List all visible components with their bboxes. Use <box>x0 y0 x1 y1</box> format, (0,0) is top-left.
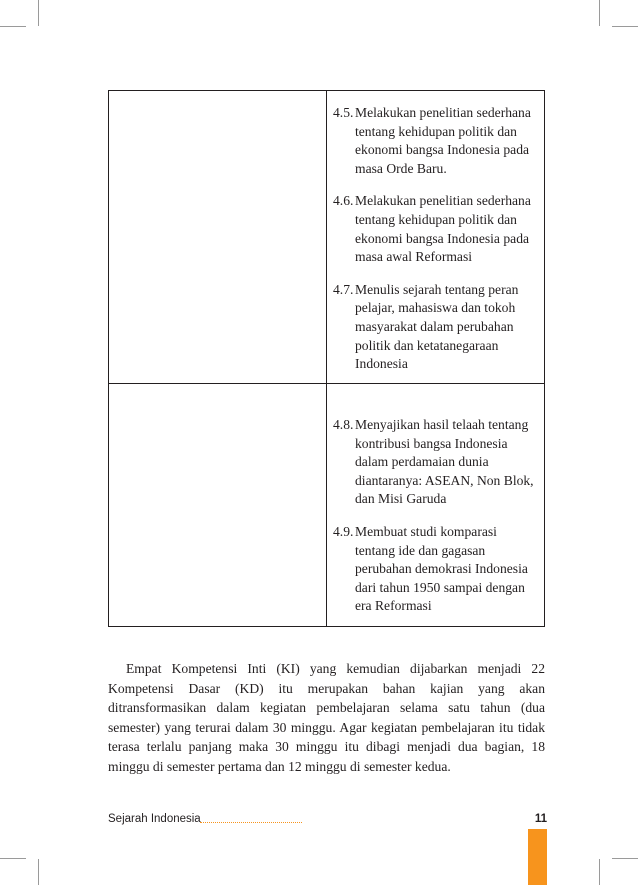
footer-dotted-line <box>200 822 302 823</box>
table-cell-kd <box>327 91 544 383</box>
crop-mark <box>612 26 638 27</box>
item-number: 4.6. <box>333 193 354 209</box>
crop-mark <box>599 859 600 885</box>
item-text: Menulis sejarah tentang peran pelajar, mahasiswa dan tokoh masyarakat dalam perubahan politik dan ketatanegaraan Indonesia <box>355 281 519 372</box>
item-number: 4.9. <box>333 523 354 539</box>
kd-table <box>108 90 545 627</box>
page-number: 11 <box>534 813 547 825</box>
crop-mark <box>0 858 26 859</box>
page-tab-marker <box>528 829 547 885</box>
table-row <box>109 91 544 384</box>
item-number: 4.8. <box>333 417 354 432</box>
list-item <box>333 523 544 616</box>
crop-mark <box>38 859 39 885</box>
list-item <box>333 192 544 266</box>
list-item <box>333 104 544 178</box>
item-text: Membuat studi komparasi tentang ide dan gagasan perubahan demokrasi Indonesia dari tahun 1950 sampai dengan era Reformasi <box>355 523 528 614</box>
table-cell-empty <box>109 91 327 383</box>
list-item <box>333 416 544 509</box>
item-text: Melakukan penelitian sederhana tentang kehidupan politik dan ekonomi bangsa Indonesia pada masa Orde Baru. <box>355 105 531 176</box>
list-item <box>333 281 544 374</box>
crop-mark <box>612 858 638 859</box>
item-number: 4.5. <box>333 105 354 120</box>
crop-mark <box>38 0 39 26</box>
footer-book-title: Sejarah Indonesia <box>108 813 201 825</box>
item-text: Menyajikan hasil telaah tentang kontribusi bangsa Indonesia dalam perdamaian dunia diantaranya: ASEAN, Non Blok, dan Misi Garuda <box>355 417 534 507</box>
crop-mark <box>599 0 600 26</box>
item-number: 4.7. <box>333 281 354 297</box>
crop-mark <box>0 26 26 27</box>
table-cell-kd <box>327 384 544 626</box>
table-row <box>109 384 544 626</box>
table-cell-empty <box>109 384 327 626</box>
item-text: Melakukan penelitian sederhana tentang kehidupan politik dan ekonomi bangsa Indonesia pada masa awal Reformasi <box>355 193 531 265</box>
body-paragraph: Empat Kompetensi Inti (KI) yang kemudian dijabarkan menjadi 22 Kompetensi Dasar (KD) itu merupakan bahan kajian yang akan ditransformasikan dalam kegiatan pembelajaran selama satu tahun (dua semester) yang terurai dalam 30 minggu. Agar kegiatan pembelajaran itu tidak terasa terlalu panjang maka 30 minggu itu dibagi menjadi dua bagian, 18 minggu di semester pertama dan 12 minggu di semester kedua. <box>108 661 545 774</box>
